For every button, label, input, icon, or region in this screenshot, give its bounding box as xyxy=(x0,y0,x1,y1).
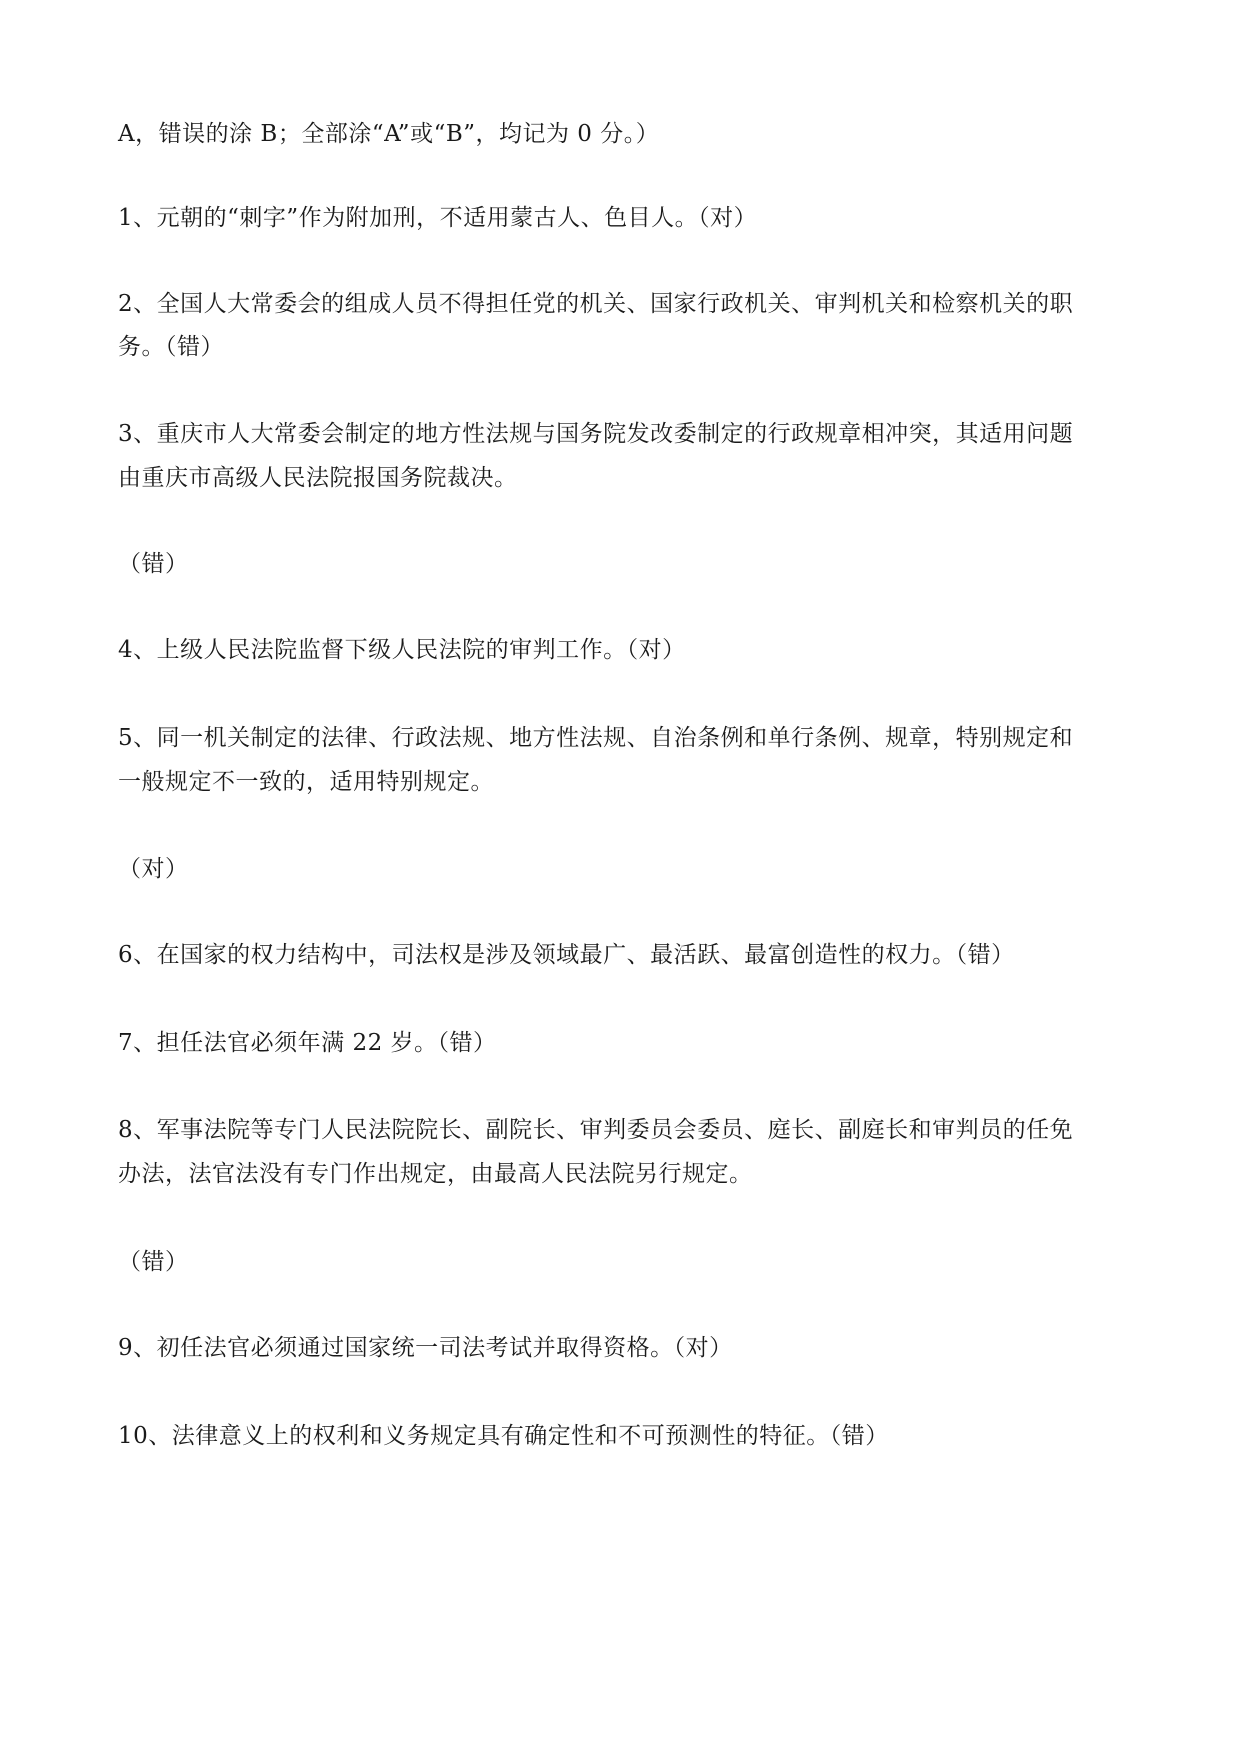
question-4: 4、上级人民法院监督下级人民法院的审判工作。（对） xyxy=(118,637,686,663)
question-3-answer: （错） xyxy=(118,551,189,577)
question-9: 9、初任法官必须通过国家统一司法考试并取得资格。（对） xyxy=(118,1335,733,1361)
question-5-answer: （对） xyxy=(118,856,189,882)
question-8-line-1: 8、军事法院等专门人民法院院长、副院长、审判委员会委员、庭长、副庭长和审判员的任免 xyxy=(118,1117,1074,1143)
question-1: 1、元朝的“刺字”作为附加刑，不适用蒙古人、色目人。（对） xyxy=(118,205,758,231)
question-3-line-1: 3、重庆市人大常委会制定的地方性法规与国务院发改委制定的行政规章相冲突，其适用问题 xyxy=(118,421,1074,447)
question-10: 10、法律意义上的权利和义务规定具有确定性和不可预测性的特征。（错） xyxy=(118,1423,889,1449)
question-7: 7、担任法官必须年满 22 岁。（错） xyxy=(118,1030,497,1056)
question-2-line-1: 2、全国人大常委会的组成人员不得担任党的机关、国家行政机关、审判机关和检察机关的职 xyxy=(118,291,1074,317)
question-6: 6、在国家的权力结构中，司法权是涉及领域最广、最活跃、最富创造性的权力。（错） xyxy=(118,942,1015,968)
question-2-line-2: 务。（错） xyxy=(118,334,224,360)
intro-line: A，错误的涂 B；全部涂“A”或“B”，均记为 0 分。） xyxy=(118,121,660,147)
question-8-answer: （错） xyxy=(118,1249,189,1275)
question-8-line-2: 办法，法官法没有专门作出规定，由最高人民法院另行规定。 xyxy=(118,1161,753,1187)
question-3-line-2: 由重庆市高级人民法院报国务院裁决。 xyxy=(118,465,518,491)
question-5-line-2: 一般规定不一致的，适用特别规定。 xyxy=(118,769,494,795)
question-5-line-1: 5、同一机关制定的法律、行政法规、地方性法规、自治条例和单行条例、规章，特别规定和 xyxy=(118,725,1074,751)
